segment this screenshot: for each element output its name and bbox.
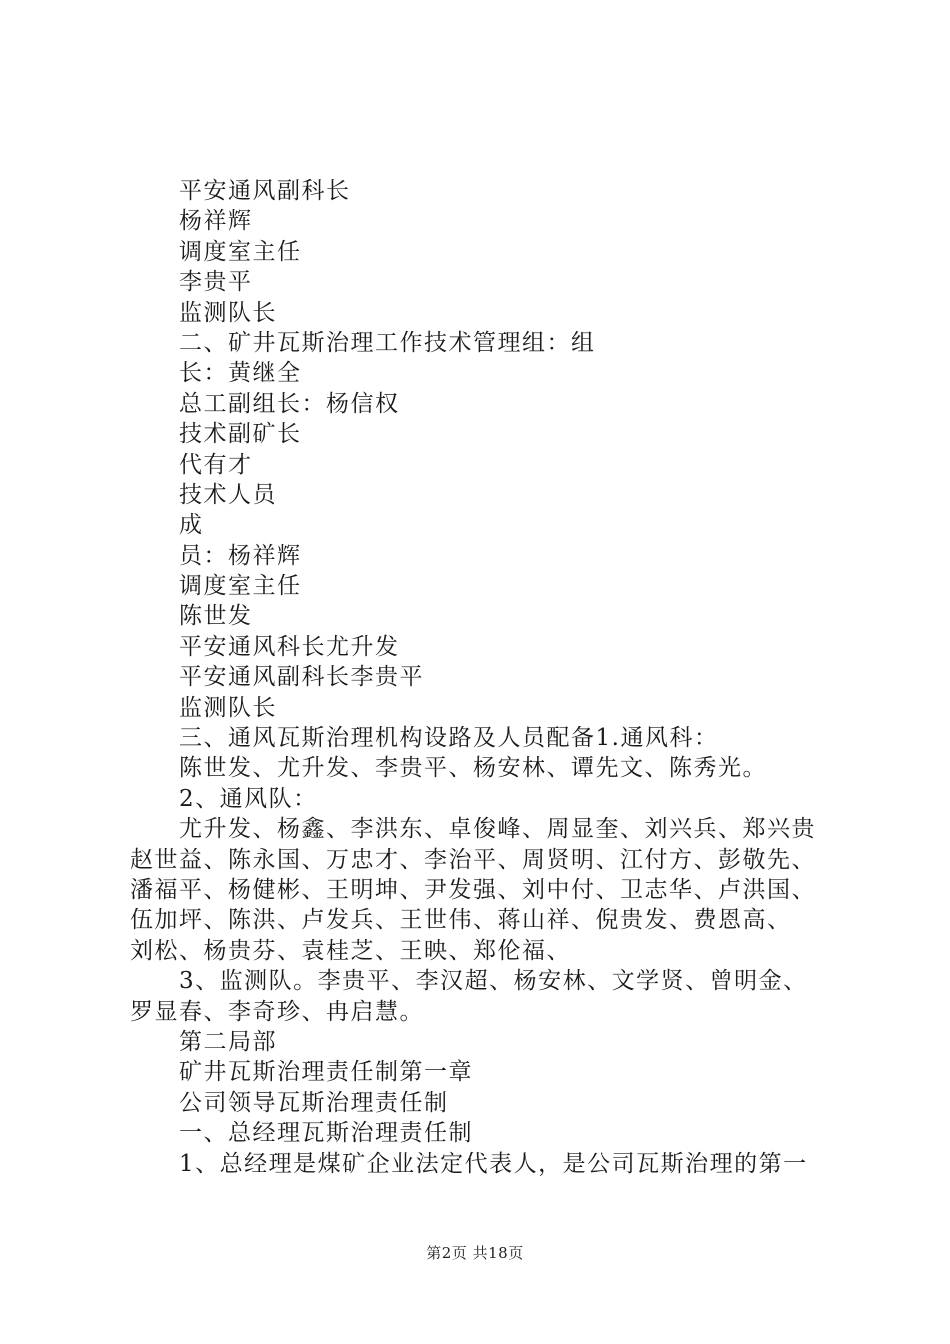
text-line: 陈世发、尤升发、李贵平、杨安林、谭先文、陈秀光。 [179, 755, 767, 782]
section-heading: 一、总经理瓦斯治理责任制 [179, 1120, 473, 1147]
chapter-heading: 矿井瓦斯治理责任制第一章 [179, 1059, 473, 1086]
text-line: 监测队长 [179, 694, 277, 721]
text-line: 平安通风副科长李贵平 [179, 664, 424, 691]
text-line: 罗显春、李奇珍、冉启慧。 [130, 998, 424, 1025]
page-number-footer: 第2页 共18页 [426, 1244, 524, 1262]
text-line: 总工副组长：杨信权 [179, 390, 400, 417]
text-line: 陈世发 [179, 603, 253, 630]
text-line: 李贵平 [179, 269, 253, 296]
text-line: 赵世益、陈永国、万忠才、李治平、周贤明、江付方、彭敬先、 [130, 846, 816, 873]
text-line: 调度室主任 [179, 573, 302, 600]
text-line: 员：杨祥辉 [179, 542, 302, 569]
text-line: 2、通风队： [179, 785, 318, 812]
section-heading: 二、矿井瓦斯治理工作技术管理组：组 [179, 329, 596, 356]
text-line: 尤升发、杨鑫、李洪东、卓俊峰、周显奎、刘兴兵、郑兴贵 [179, 816, 816, 843]
text-line: 平安通风科长尤升发 [179, 633, 400, 660]
text-line: 技术副矿长 [179, 421, 302, 448]
part-heading: 第二局部 [179, 1028, 277, 1055]
text-line: 调度室主任 [179, 238, 302, 265]
text-line: 3、监测队。李贵平、李汉超、杨安林、文学贤、曾明金、 [179, 968, 808, 995]
text-line: 潘福平、杨健彬、王明坤、尹发强、刘中付、卫志华、卢洪国、 [130, 876, 816, 903]
text-line: 公司领导瓦斯治理责任制 [179, 1089, 449, 1116]
text-line: 监测队长 [179, 299, 277, 326]
section-heading: 三、通风瓦斯治理机构设路及人员配备1.通风科： [179, 725, 719, 752]
text-line: 成 [179, 512, 204, 539]
text-line: 长：黄继全 [179, 360, 302, 387]
text-line: 伍加坪、陈洪、卢发兵、王世伟、蒋山祥、倪贵发、费恩高、 [130, 907, 792, 934]
text-line: 1、总经理是煤矿企业法定代表人，是公司瓦斯治理的第一 [179, 1150, 808, 1177]
text-line: 代有才 [179, 451, 253, 478]
text-line: 刘松、杨贵芬、袁桂芝、王映、郑伦福、 [130, 937, 571, 964]
text-line: 平安通风副科长 [179, 178, 351, 204]
text-line: 技术人员 [179, 481, 277, 508]
document-body [130, 176, 850, 1179]
text-line: 杨祥辉 [179, 208, 253, 235]
